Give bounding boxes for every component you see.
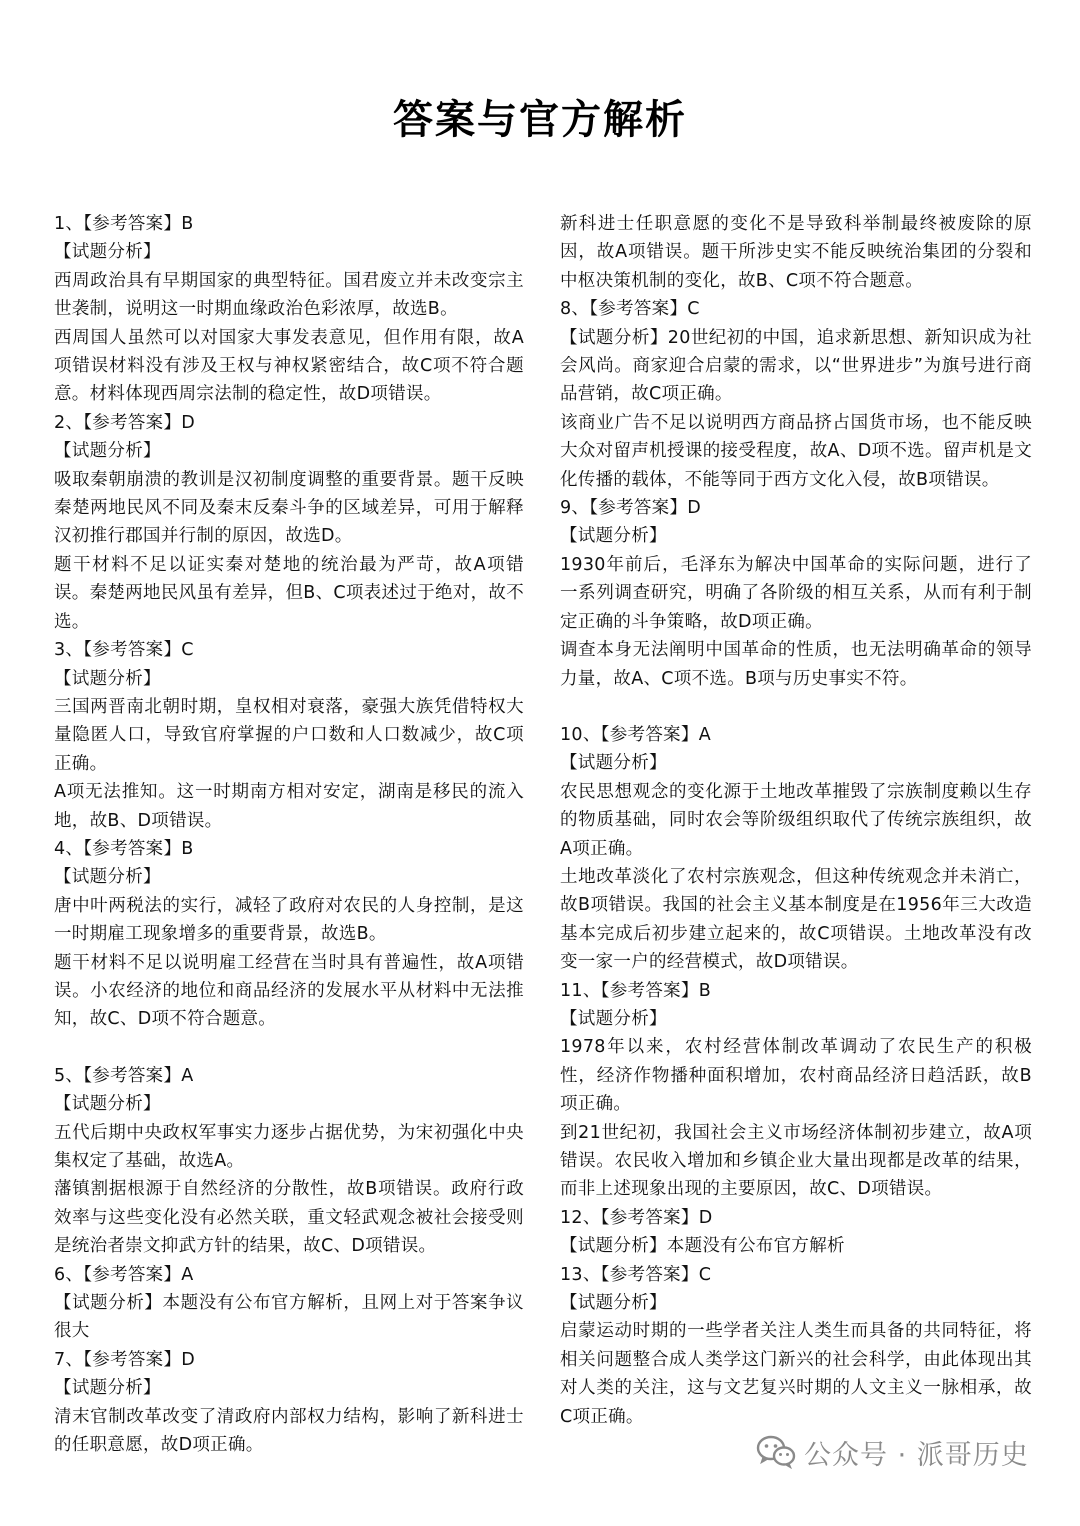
analysis-paragraph: 【试题分析】本题没有公布官方解析 — [560, 1236, 845, 1257]
right-column — [560, 210, 1032, 1431]
analysis-label: 【试题分析】 — [54, 242, 161, 263]
analysis-paragraph: 土地改革淡化了农村宗族观念，但这种传统观念并未消亡，故B项错误。我国的社会主义基本制度是在1956年三大改造基本完成后初步建立起来的，故C项错误。土地改革没有改变一家一户的经营模式，故D项错误。 — [560, 866, 1032, 973]
blank-line — [560, 693, 1032, 721]
answer-line: 13、【参考答案】C — [560, 1264, 712, 1285]
analysis-label: 【试题分析】 — [54, 1378, 161, 1399]
analysis-paragraph: 五代后期中央政权军事实力逐步占据优势，为宋初强化中央集权定了基础，故选A。 — [54, 1122, 524, 1171]
answer-line: 11、【参考答案】B — [560, 980, 712, 1001]
answer-line: 4、【参考答案】B — [54, 838, 194, 859]
analysis-paragraph: 调查本身无法阐明中国革命的性质，也无法明确革命的领导力量，故A、C项不选。B项与历史事实不符。 — [560, 640, 1032, 689]
analysis-label: 【试题分析】 — [54, 668, 161, 689]
answer-line: 9、【参考答案】D — [560, 498, 702, 519]
analysis-label: 【试题分析】 — [54, 1094, 161, 1115]
analysis-label: 【试题分析】 — [54, 441, 161, 462]
answer-line: 8、【参考答案】C — [560, 299, 700, 320]
analysis-paragraph: 吸取秦朝崩溃的教训是汉初制度调整的重要背景。题干反映秦楚两地民风不同及秦末反秦斗争的区域差异，可用于解释汉初推行郡国并行制的原因，故选D。 — [54, 469, 524, 547]
answer-line: 5、【参考答案】A — [54, 1065, 194, 1086]
answer-line: 3、【参考答案】C — [54, 640, 194, 661]
analysis-paragraph: 清末官制改革改变了清政府内部权力结构，影响了新科进士的任职意愿，故D项正确。 — [54, 1406, 524, 1456]
analysis-label: 【试题分析】 — [560, 1293, 667, 1314]
analysis-paragraph: 该商业广告不足以说明西方商品挤占国货市场，也不能反映大众对留声机授课的接受程度，故A、D项不选。留声机是文化传播的载体，不能等同于西方文化入侵，故B项错误。 — [560, 412, 1032, 490]
analysis-paragraph: 西周政治具有早期国家的典型特征。国君废立并未改变宗主世袭制，说明这一时期血缘政治色彩浓厚，故选B。 — [54, 270, 524, 320]
analysis-label: 【试题分析】 — [560, 1008, 667, 1029]
analysis-paragraph: 【试题分析】20世纪初的中国，追求新思想、新知识成为社会风尚。商家迎合启蒙的需求，以“世界进步”为旗号进行商品营销，故C项正确。 — [560, 327, 1032, 405]
analysis-paragraph: 【试题分析】本题没有公布官方解析，且网上对于答案争议很大 — [54, 1293, 524, 1342]
analysis-paragraph: A项无法推知。这一时期南方相对安定，湖南是移民的流入地，故B、D项错误。 — [54, 782, 524, 831]
answer-line: 1、【参考答案】B — [54, 214, 194, 234]
answer-line: 6、【参考答案】A — [54, 1264, 194, 1285]
answer-line: 12、【参考答案】D — [560, 1207, 713, 1228]
analysis-paragraph: 藩镇割据根源于自然经济的分散性，故B项错误。政府行政效率与这些变化没有必然关联，重文轻武观念被社会接受则是统治者崇文抑武方针的结果，故C、D项错误。 — [54, 1179, 524, 1257]
watermark-text: 公众号 · 派哥历史 — [804, 1439, 1029, 1471]
analysis-label: 【试题分析】 — [560, 753, 667, 774]
analysis-paragraph: 1978年以来，农村经营体制改革调动了农民生产的积极性，经济作物播种面积增加，农村商品经济日趋活跃，故B项正确。 — [560, 1037, 1032, 1115]
watermark — [756, 1430, 1029, 1474]
blank-line — [54, 1034, 524, 1062]
analysis-paragraph: 题干材料不足以说明雇工经营在当时具有普遍性，故A项错误。小农经济的地位和商品经济的发展水平从材料中无法推知，故C、D项不符合题意。 — [54, 952, 524, 1030]
analysis-paragraph: 启蒙运动时期的一些学者关注人类生而具备的共同特征，将相关问题整合成人类学这门新兴的社会科学，由此体现出其对人类的关注，这与文艺复兴时期的人文主义一脉相承，故C项正确。 — [560, 1321, 1032, 1427]
analysis-paragraph: 新科进士任职意愿的变化不是导致科举制最终被废除的原因，故A项错误。题干所涉史实不能反映统治集团的分裂和中枢决策机制的变化，故B、C项不符合题意。 — [560, 214, 1032, 291]
answer-line: 10、【参考答案】A — [560, 724, 711, 745]
analysis-paragraph: 题干材料不足以证实秦对楚地的统治最为严苛，故A项错误。秦楚两地民风虽有差异，但B、C项表述过于绝对，故不选。 — [54, 554, 524, 632]
wechat-icon — [756, 1435, 796, 1469]
page-title: 答案与官方解析 — [393, 97, 687, 143]
analysis-paragraph: 西周国人虽然可以对国家大事发表意见，但作用有限，故A项错误材料没有涉及王权与神权紧密结合，故C项不符合题意。材料体现西周宗法制的稳定性，故D项错误。 — [54, 327, 524, 405]
analysis-label: 【试题分析】 — [54, 867, 161, 888]
analysis-paragraph: 到21世纪初，我国社会主义市场经济体制初步建立，故A项错误。农民收入增加和乡镇企业大量出现都是改革的结果，而非上述现象出现的主要原因，故C、D项错误。 — [560, 1122, 1032, 1200]
analysis-paragraph: 1930年前后，毛泽东为解决中国革命的实际问题，进行了一系列调查研究，明确了各阶级的相互关系，从而有利于制定正确的斗争策略，故D项正确。 — [560, 554, 1032, 632]
analysis-paragraph: 农民思想观念的变化源于土地改革摧毁了宗族制度赖以生存的物质基础，同时农会等阶级组织取代了传统宗族组织，故A项正确。 — [560, 781, 1032, 859]
answer-line: 7、【参考答案】D — [54, 1349, 196, 1370]
analysis-label: 【试题分析】 — [560, 526, 667, 547]
analysis-paragraph: 唐中叶两税法的实行，减轻了政府对农民的人身控制，是这一时期雇工现象增多的重要背景，故选B。 — [54, 895, 524, 945]
analysis-paragraph: 三国两晋南北朝时期，皇权相对衰落，豪强大族凭借特权大量隐匿人口，导致官府掌握的户口数和人口数减少，故C项正确。 — [54, 696, 524, 774]
left-column — [54, 210, 524, 1459]
answer-line: 2、【参考答案】D — [54, 412, 196, 433]
